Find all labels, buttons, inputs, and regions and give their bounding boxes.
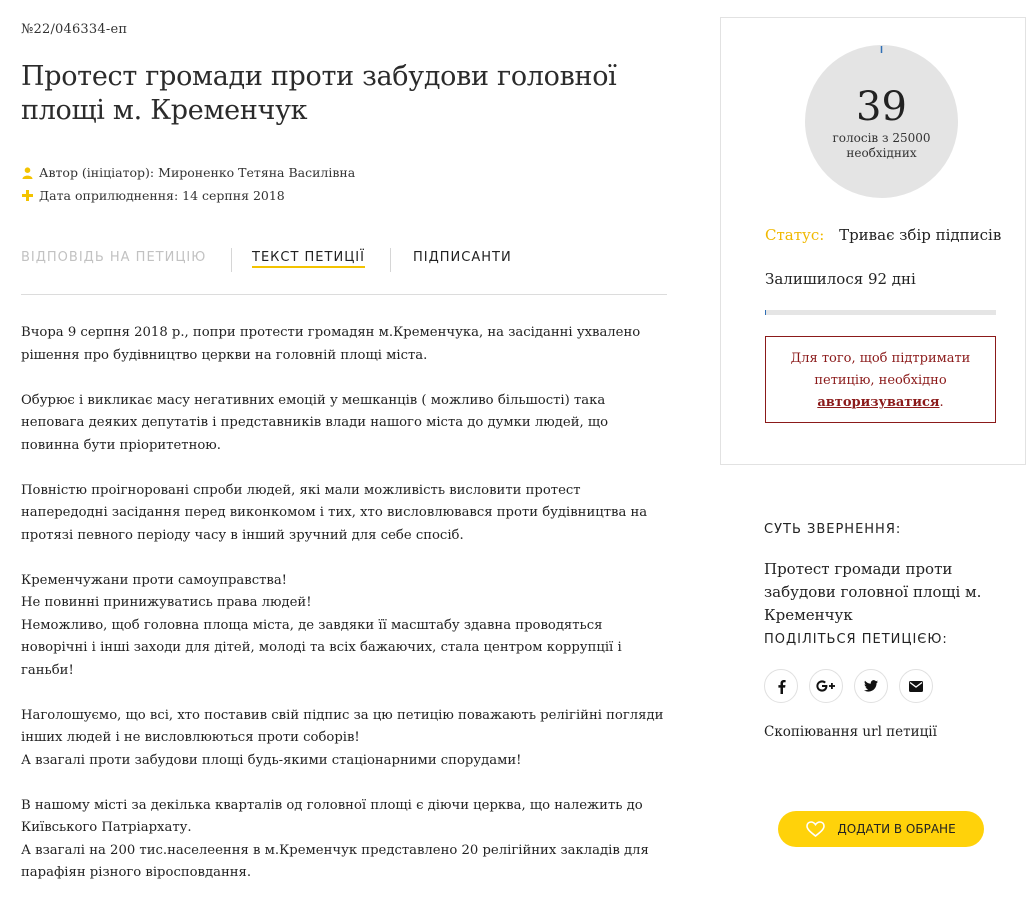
date-row <box>21 188 285 203</box>
petition-number: №22/046334-еп <box>21 22 127 37</box>
tab-petition-text[interactable]: ТЕКСТ ПЕТИЦІЇ <box>252 250 365 268</box>
tab-response: ВІДПОВІДЬ НА ПЕТИЦІЮ <box>21 250 206 267</box>
auth-notice <box>765 336 996 423</box>
paragraph-line: Повністю проігноровані спроби людей, які мали можливість висловити протест напередодні засідання перед виконкомом і тих, хто висловлювався проти будівництва на протязі певного періоду часу в інший зручний для себе спосіб. <box>21 483 647 543</box>
login-link[interactable]: авторизуватися <box>817 395 939 410</box>
page-title: Протест громади проти забудови головної площі м. Кременчук <box>21 60 661 128</box>
author-name: Мироненко Тетяна Василівна <box>158 165 355 180</box>
tab-divider <box>231 248 232 272</box>
status-label: Статус: <box>765 226 824 244</box>
paragraph-line: А взагалі на 200 тис.населеення в м.Кременчук представлено 20 релігійних закладів для парафіян різного віросповдання. <box>21 843 649 881</box>
status-value: Триває збір підписів <box>839 226 1001 244</box>
auth-notice-suffix: . <box>940 395 944 410</box>
email-icon[interactable] <box>899 669 933 703</box>
status-row <box>765 226 1001 244</box>
petition-paragraph <box>21 795 667 885</box>
twitter-icon[interactable] <box>854 669 888 703</box>
paragraph-line: Вчора 9 серпня 2018 р., попри протести громадян м.Кременчука, на засіданні ухвалено рішення про будівництво церкви на головній площі міста. <box>21 325 640 363</box>
days-remaining: Залишилося 92 дні <box>765 270 916 288</box>
paragraph-line: Неможливо, щоб головна площа міста, де завдяки її масштабу здавна проводяться новорічні і інші заходи для дітей, молоді та всіх бажаючих, стала центром коррупції і ганьби! <box>21 618 622 678</box>
auth-notice-text: Для того, щоб підтримати петицію, необхідно <box>791 351 971 388</box>
google-plus-icon[interactable] <box>809 669 843 703</box>
essence-heading: СУТЬ ЗВЕРНЕННЯ: <box>764 522 901 537</box>
date-label: Дата оприлюднення: <box>39 188 178 203</box>
add-to-favorites-button[interactable] <box>778 811 984 847</box>
paragraph-line: Обурює і викликає масу негативних емоцій у мешканців ( можливо більшості) така неповага деяких депутатів і представників влади нашого міста до думки людей, що повинна бути пріоритетною. <box>21 393 608 453</box>
petition-paragraph <box>21 570 667 683</box>
vote-progress-circle <box>805 45 958 198</box>
petition-text <box>21 322 667 907</box>
petition-paragraph <box>21 322 667 367</box>
copy-url-link[interactable]: Скопіювання url петиції <box>764 724 937 740</box>
paragraph-line: Кременчужани проти самоуправства! <box>21 573 287 588</box>
share-heading: ПОДІЛІТЬСЯ ПЕТИЦІЄЮ: <box>764 632 948 647</box>
facebook-icon[interactable] <box>764 669 798 703</box>
vote-subtitle: голосів з 25000 необхідних <box>825 131 938 161</box>
essence-text: Протест громади проти забудови головної площі м. Кременчук <box>764 558 1024 627</box>
tab-divider <box>390 248 391 272</box>
paragraph-line: А взагалі проти забудови площі будь-якими стаціонарними спорудами! <box>21 753 521 768</box>
paragraph-line: Не повинні принижуватись права людей! <box>21 595 312 610</box>
user-icon <box>21 166 33 180</box>
plus-icon <box>21 189 33 203</box>
share-buttons <box>764 669 944 703</box>
vote-count: 39 <box>805 85 958 129</box>
progress-bar <box>765 310 996 315</box>
paragraph-line: Наголошуємо, що всі, хто поставив свій підпис за цю петицію поважають релігійні погляди інших людей і не висловлюються проти соборів! <box>21 708 663 746</box>
favorite-label: ДОДАТИ В ОБРАНЕ <box>837 822 955 836</box>
author-row <box>21 165 355 180</box>
petition-paragraph <box>21 705 667 773</box>
paragraph-line: В нашому місті за декілька кварталів од головної площі є діючи церква, що належить до Київського Патріархату. <box>21 798 643 836</box>
tab-signers[interactable]: ПІДПИСАНТИ <box>413 250 512 267</box>
petition-paragraph <box>21 480 667 548</box>
petition-tabs <box>21 250 667 295</box>
heart-icon <box>806 821 825 837</box>
publish-date: 14 серпня 2018 <box>182 188 285 203</box>
vote-card <box>720 17 1026 465</box>
author-label: Автор (ініціатор): <box>39 165 154 180</box>
petition-paragraph <box>21 390 667 458</box>
